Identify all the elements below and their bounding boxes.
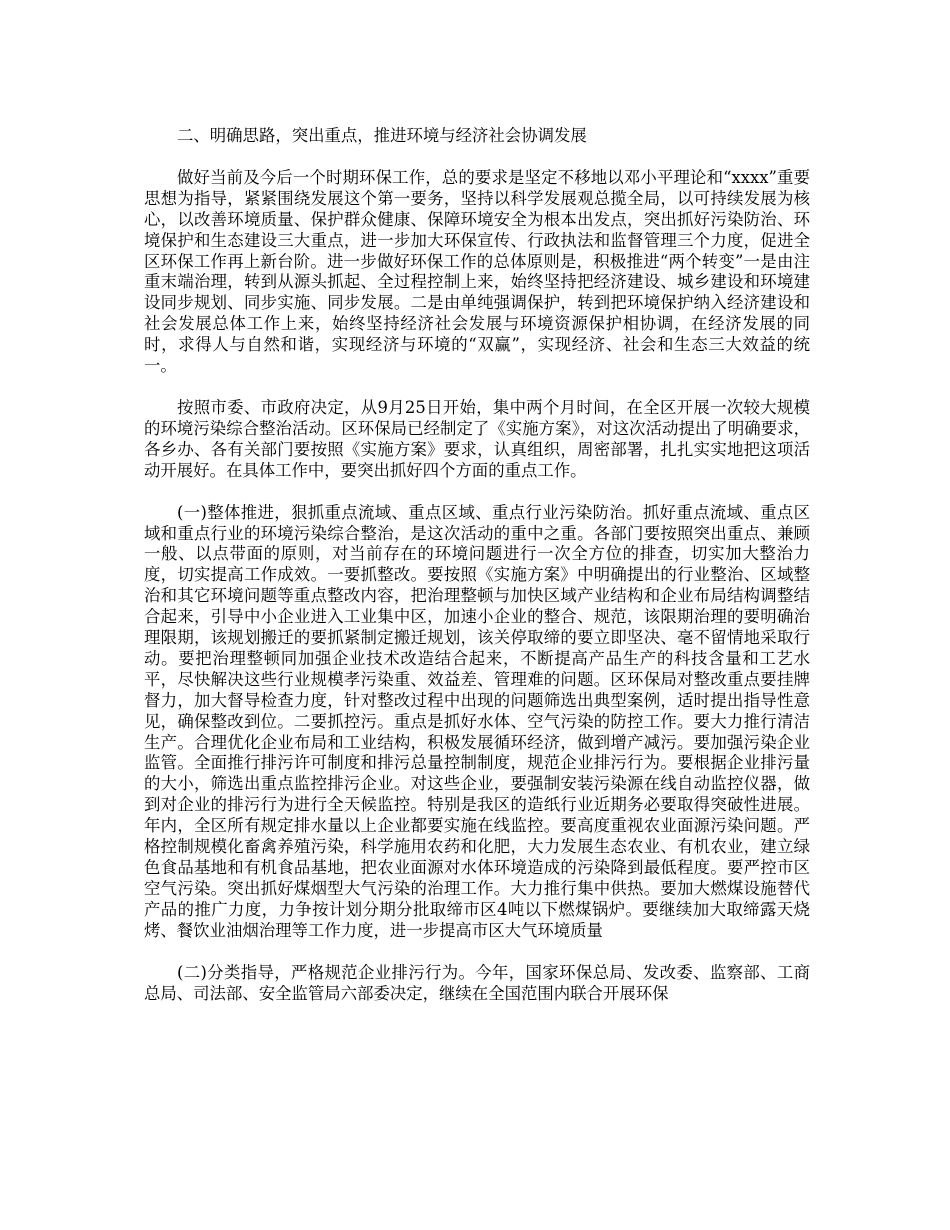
document-page (144, 126, 810, 1025)
paragraph-item-two: (二)分类指导，严格规范企业排污行为。今年，国家环保总局、发改委、监察部、工商总局、司法部、安全监管局六部委决定，继续在全国范围内联合开展环保 (144, 962, 810, 1003)
section-heading: 二、明确思路，突出重点，推进环境与经济社会协调发展 (177, 126, 587, 145)
paragraph-overall-requirements: 做好当前及今后一个时期环保工作，总的要求是坚定不移地以邓小平理论和“xxxx”重要思想为指导，紧紧围绕发展这个第一要务，坚持以科学发展观总揽全局，以可持续发展为核心，以改善环境质量、保护群众健康、保障环境安全为根本出发点，突出抓好污染防治、环境保护和生态建设三大重点，进一步加大环保宣传、行政执法和监督管理三个力度，促进全区环保工作再上新台阶。进一步做好环保工作的总体原则是，积极推进“两个转变”一是由注重末端治理，转到从源头抓起、全过程控制上来，始终坚持把经济建设、城乡建设和环境建设同步规划、同步实施、同步发展。二是由单纯强调保护，转到把环境保护纳入经济建设和社会发展总体工作上来，始终坚持经济社会发展与环境资源保护相协调，在经济发展的同时，求得人与自然和谐，实现经济与环境的“双赢”，实现经济、社会和生态三大效益的统一。 (144, 167, 810, 376)
paragraph-item-one: (一)整体推进，狠抓重点流域、重点区域、重点行业污染防治。抓好重点流域、重点区域和重点行业的环境污染综合整治，是这次活动的重中之重。各部门要按照突出重点、兼顾一般、以点带面的原则，对当前存在的环境问题进行一次全方位的排查，切实加大整治力度，切实提高工作成效。一要抓整改。要按照《实施方案》中明确提出的行业整治、区域整治和其它环境问题等重点整改内容，把治理整顿与加快区域产业结构和企业布局结构调整结合起来，引导中小企业进入工业集中区，加速小企业的整合、规范，该限期治理的要明确治理限期，该规划搬迁的要抓紧制定搬迁规划，该关停取缔的要立即坚决、毫不留情地采取行动。要把治理整顿同加强企业技术改造结合起来，不断提高产品生产的科技含量和工艺水平，尽快解决这些行业规模孝污染重、效益差、管理难的问题。区环保局对整改重点要挂牌督力，加大督导检查力度，针对整改过程中出现的问题筛选出典型案例，适时提出指导性意见，确保整改到位。二要抓控污。重点是抓好水体、空气污染的防控工作。要大力推行清洁生产。合理优化企业布局和工业结构，积极发展循环经济，做到增产减污。要加强污染企业监管。全面推行排污许可制度和排污总量控制制度，规范企业排污行为。要根据企业排污量的大小，筛选出重点监控排污企业。对这些企业，要强制安装污染源在线自动监控仪器，做到对企业的排污行为进行全天候监控。特别是我区的造纸行业近期务必要取得突破性进展。年内，全区所有规定排水量以上企业都要实施在线监控。要高度重视农业面源污染问题。严格控制规模化畜禽养殖污染，科学施用农药和化肥，大力发展生态农业、有机农业，建立绿色食品基地和有机食品基地，把农业面源对水体环境造成的污染降到最低程度。要严控市区空气污染。突出抓好煤烟型大气污染的治理工作。大力推行集中供热。要加大燃煤设施替代产品的推广力度，力争按计划分期分批取缔市区4吨以下燃煤锅炉。要继续加大取缔露天烧烤、餐饮业油烟治理等工作力度，进一步提高市区大气环境质量 (144, 502, 810, 940)
paragraph-campaign-plan: 按照市委、市政府决定，从9月25日开始，集中两个月时间，在全区开展一次较大规模的环境污染综合整治活动。区环保局已经制定了《实施方案》，对这次活动提出了明确要求，各乡办、各有关部门要按照《实施方案》要求，认真组织，周密部署，扎扎实实地把这项活动开展好。在具体工作中，要突出抓好四个方面的重点工作。 (144, 397, 810, 480)
